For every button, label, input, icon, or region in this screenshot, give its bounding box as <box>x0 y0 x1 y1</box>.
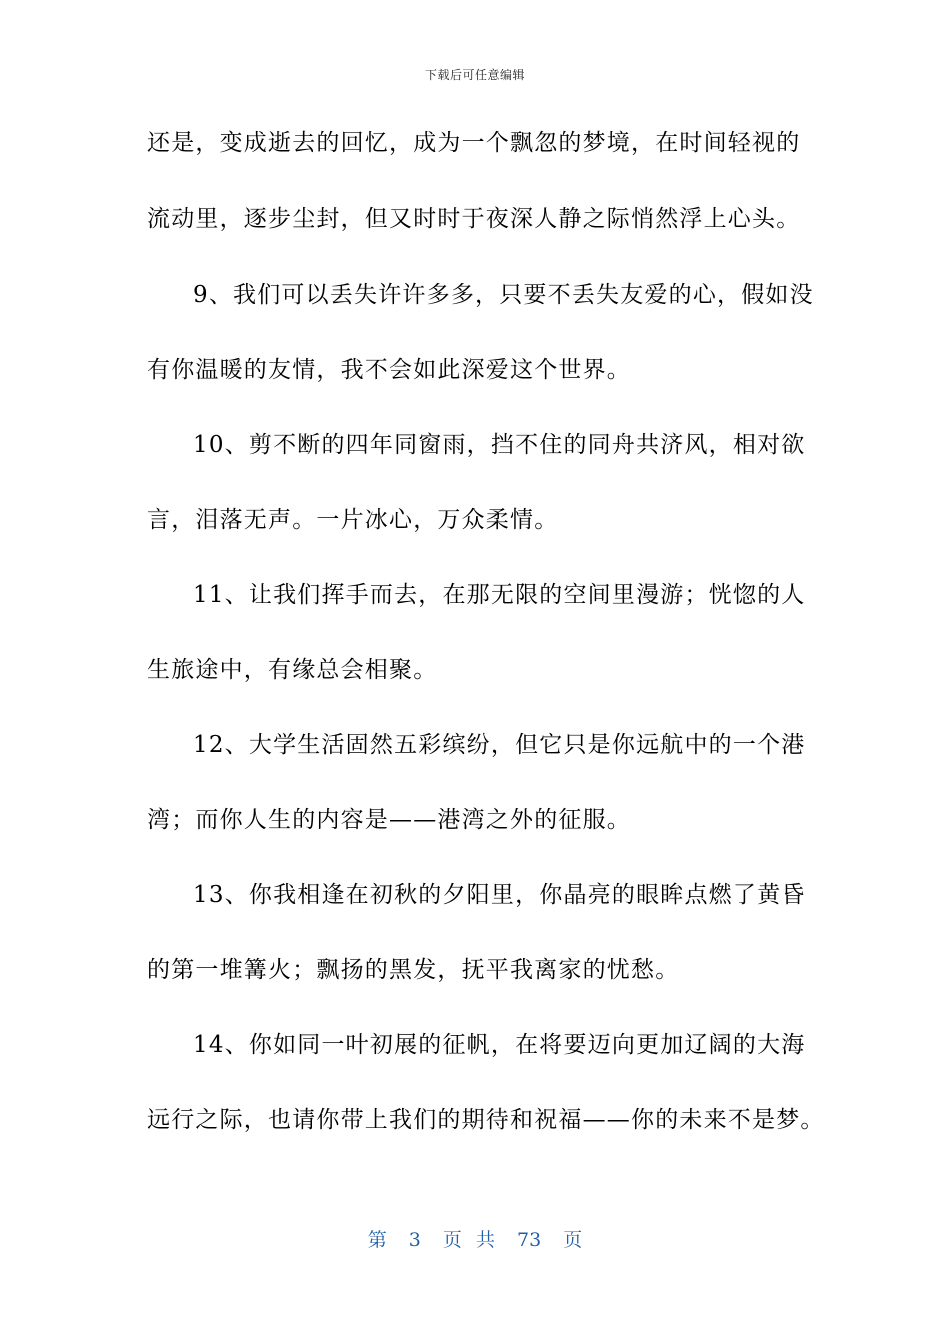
body-line: 10、剪不断的四年同窗雨，挡不住的同舟共济风，相对欲 <box>193 432 806 458</box>
body-line: 11、让我们挥手而去，在那无限的空间里漫游；恍惚的人 <box>193 582 806 608</box>
body-line: 还是，变成逝去的回忆，成为一个飘忽的梦境，在时间轻视的 <box>147 130 801 156</box>
body-line: 言，泪落无声。一片冰心，万众柔情。 <box>147 507 559 533</box>
body-line: 远行之际，也请你带上我们的期待和祝福——你的未来不是梦。 <box>147 1107 825 1133</box>
page-header: 下载后可任意编辑 <box>424 68 525 82</box>
body-line: 9、我们可以丢失许许多多，只要不丢失友爱的心，假如没 <box>193 282 814 308</box>
body-line: 12、大学生活固然五彩缤纷，但它只是你远航中的一个港 <box>193 732 806 758</box>
body-line: 14、你如同一叶初展的征帆，在将要迈向更加辽阔的大海 <box>193 1032 806 1058</box>
body-line: 生旅途中，有缘总会相聚。 <box>147 657 438 683</box>
footer-total-pages: 73 <box>517 1229 542 1251</box>
page-footer <box>0 1225 950 1252</box>
body-line: 有你温暖的友情，我不会如此深爱这个世界。 <box>147 357 631 383</box>
footer-page-number: 3 <box>408 1229 421 1251</box>
footer-middle: 页 共 <box>442 1229 495 1251</box>
footer-suffix: 页 <box>563 1229 583 1251</box>
body-line: 的第一堆篝火；飘扬的黑发，抚平我离家的忧愁。 <box>147 957 680 983</box>
body-line: 湾；而你人生的内容是——港湾之外的征服。 <box>147 807 631 833</box>
body-line: 13、你我相逢在初秋的夕阳里，你晶亮的眼眸点燃了黄昏 <box>193 882 806 908</box>
body-line: 流动里，逐步尘封，但又时时于夜深人静之际悄然浮上心头。 <box>147 206 801 232</box>
footer-prefix: 第 <box>367 1229 387 1251</box>
